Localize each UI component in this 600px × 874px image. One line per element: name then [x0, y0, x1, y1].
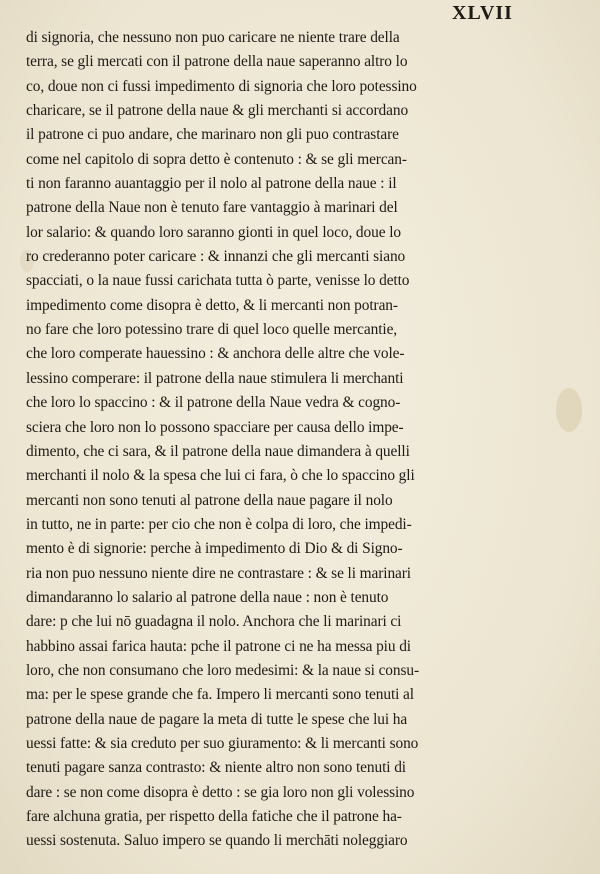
text-line: co, doue non ci fussi impedimento di signoria che loro potessino [26, 77, 417, 95]
text-line: terra, se gli mercati con il patrone della naue saperanno altro lo [26, 53, 408, 71]
text-line: dare : se non come disopra è detto : se gia loro non gli volessino [26, 783, 415, 801]
text-line: dimento, che ci sara, & il patrone della naue dimandera à quelli [26, 442, 410, 460]
text-line: merchanti il nolo & la spesa che lui ci fara, ò che lo spaccino gli [26, 467, 415, 485]
text-line: ria non puo nessuno niente dire ne contrastare : & se li marinari [26, 564, 411, 582]
paper-stain [556, 388, 582, 432]
text-line: in tutto, ne in parte: per cio che non è colpa di loro, che impedi- [26, 515, 412, 533]
text-line: spacciati, o la naue fussi carichata tutta ò parte, venisse lo detto [26, 272, 410, 290]
text-line: uessi sostenuta. Saluo impero se quando li merchāti noleggiaro [26, 832, 408, 850]
text-line: ti non faranno auantaggio per il nolo al patrone della naue : il [26, 175, 397, 193]
text-line: uessi fatte: & sia creduto per suo giuramento: & li mercanti sono [26, 734, 419, 752]
text-line: sciera che loro non lo possono spacciare per causa dello impe- [26, 418, 404, 436]
text-line: patrone della Naue non è tenuto fare vantaggio à marinari del [26, 199, 398, 217]
text-line: ma: per le spese grande che fa. Impero li mercanti sono tenuti al [26, 686, 414, 704]
text-line: lor salario: & quando loro saranno gionti in quel loco, doue lo [26, 223, 401, 241]
text-line: che loro lo spaccino : & il patrone della Naue vedra & cogno- [26, 394, 401, 412]
text-line: no fare che loro potessino trare di quel loco quelle mercantie, [26, 321, 398, 339]
text-line: dare: p che lui nō guadagna il nolo. Anchora che li marinari ci [26, 613, 402, 631]
text-line: mento è di signorie: perche à impedimento di Dio & di Signo- [26, 540, 403, 558]
folio-number: XLVII [452, 2, 513, 24]
text-line: che loro comperate hauessino : & anchora delle altre che vole- [26, 345, 405, 363]
text-line: loro, che non consumano che loro medesimi: & la naue si consu- [26, 661, 420, 679]
text-line: di signoria, che nessuno non puo caricare ne niente trare della [26, 29, 400, 46]
text-line: patrone della naue de pagare la meta di tutte le spese che lui ha [26, 710, 408, 728]
text-line: charicare, se il patrone della naue & gli merchanti si accordano [26, 102, 409, 120]
text-line: habbino assai farica hauta: pche il patrone ci ne ha messa piu di [26, 637, 411, 655]
text-line: dimandaranno lo salario al patrone della naue : non è tenuto [26, 588, 389, 606]
body-text [26, 26, 548, 854]
text-line: tenuti pagare sanza contrasto: & niente altro non sono tenuti di [26, 759, 406, 777]
text-line: lessino comperare: il patrone della naue stimulera li merchanti [26, 369, 404, 387]
text-line: ro crederanno poter caricare : & innanzi che gli mercanti siano [26, 248, 406, 266]
text-line: fare alchuna gratia, per rispetto della fatiche che il patrone ha- [26, 808, 402, 825]
text-line: impedimento come disopra è detto, & li mercanti non potran- [26, 296, 398, 314]
text-line: mercanti non sono tenuti al patrone della naue pagare il nolo [26, 491, 393, 509]
text-line: il patrone ci puo andare, che marinaro non gli puo contrastare [26, 126, 399, 144]
text-line: come nel capitolo di sopra detto è contenuto : & se gli mercan- [26, 150, 407, 168]
